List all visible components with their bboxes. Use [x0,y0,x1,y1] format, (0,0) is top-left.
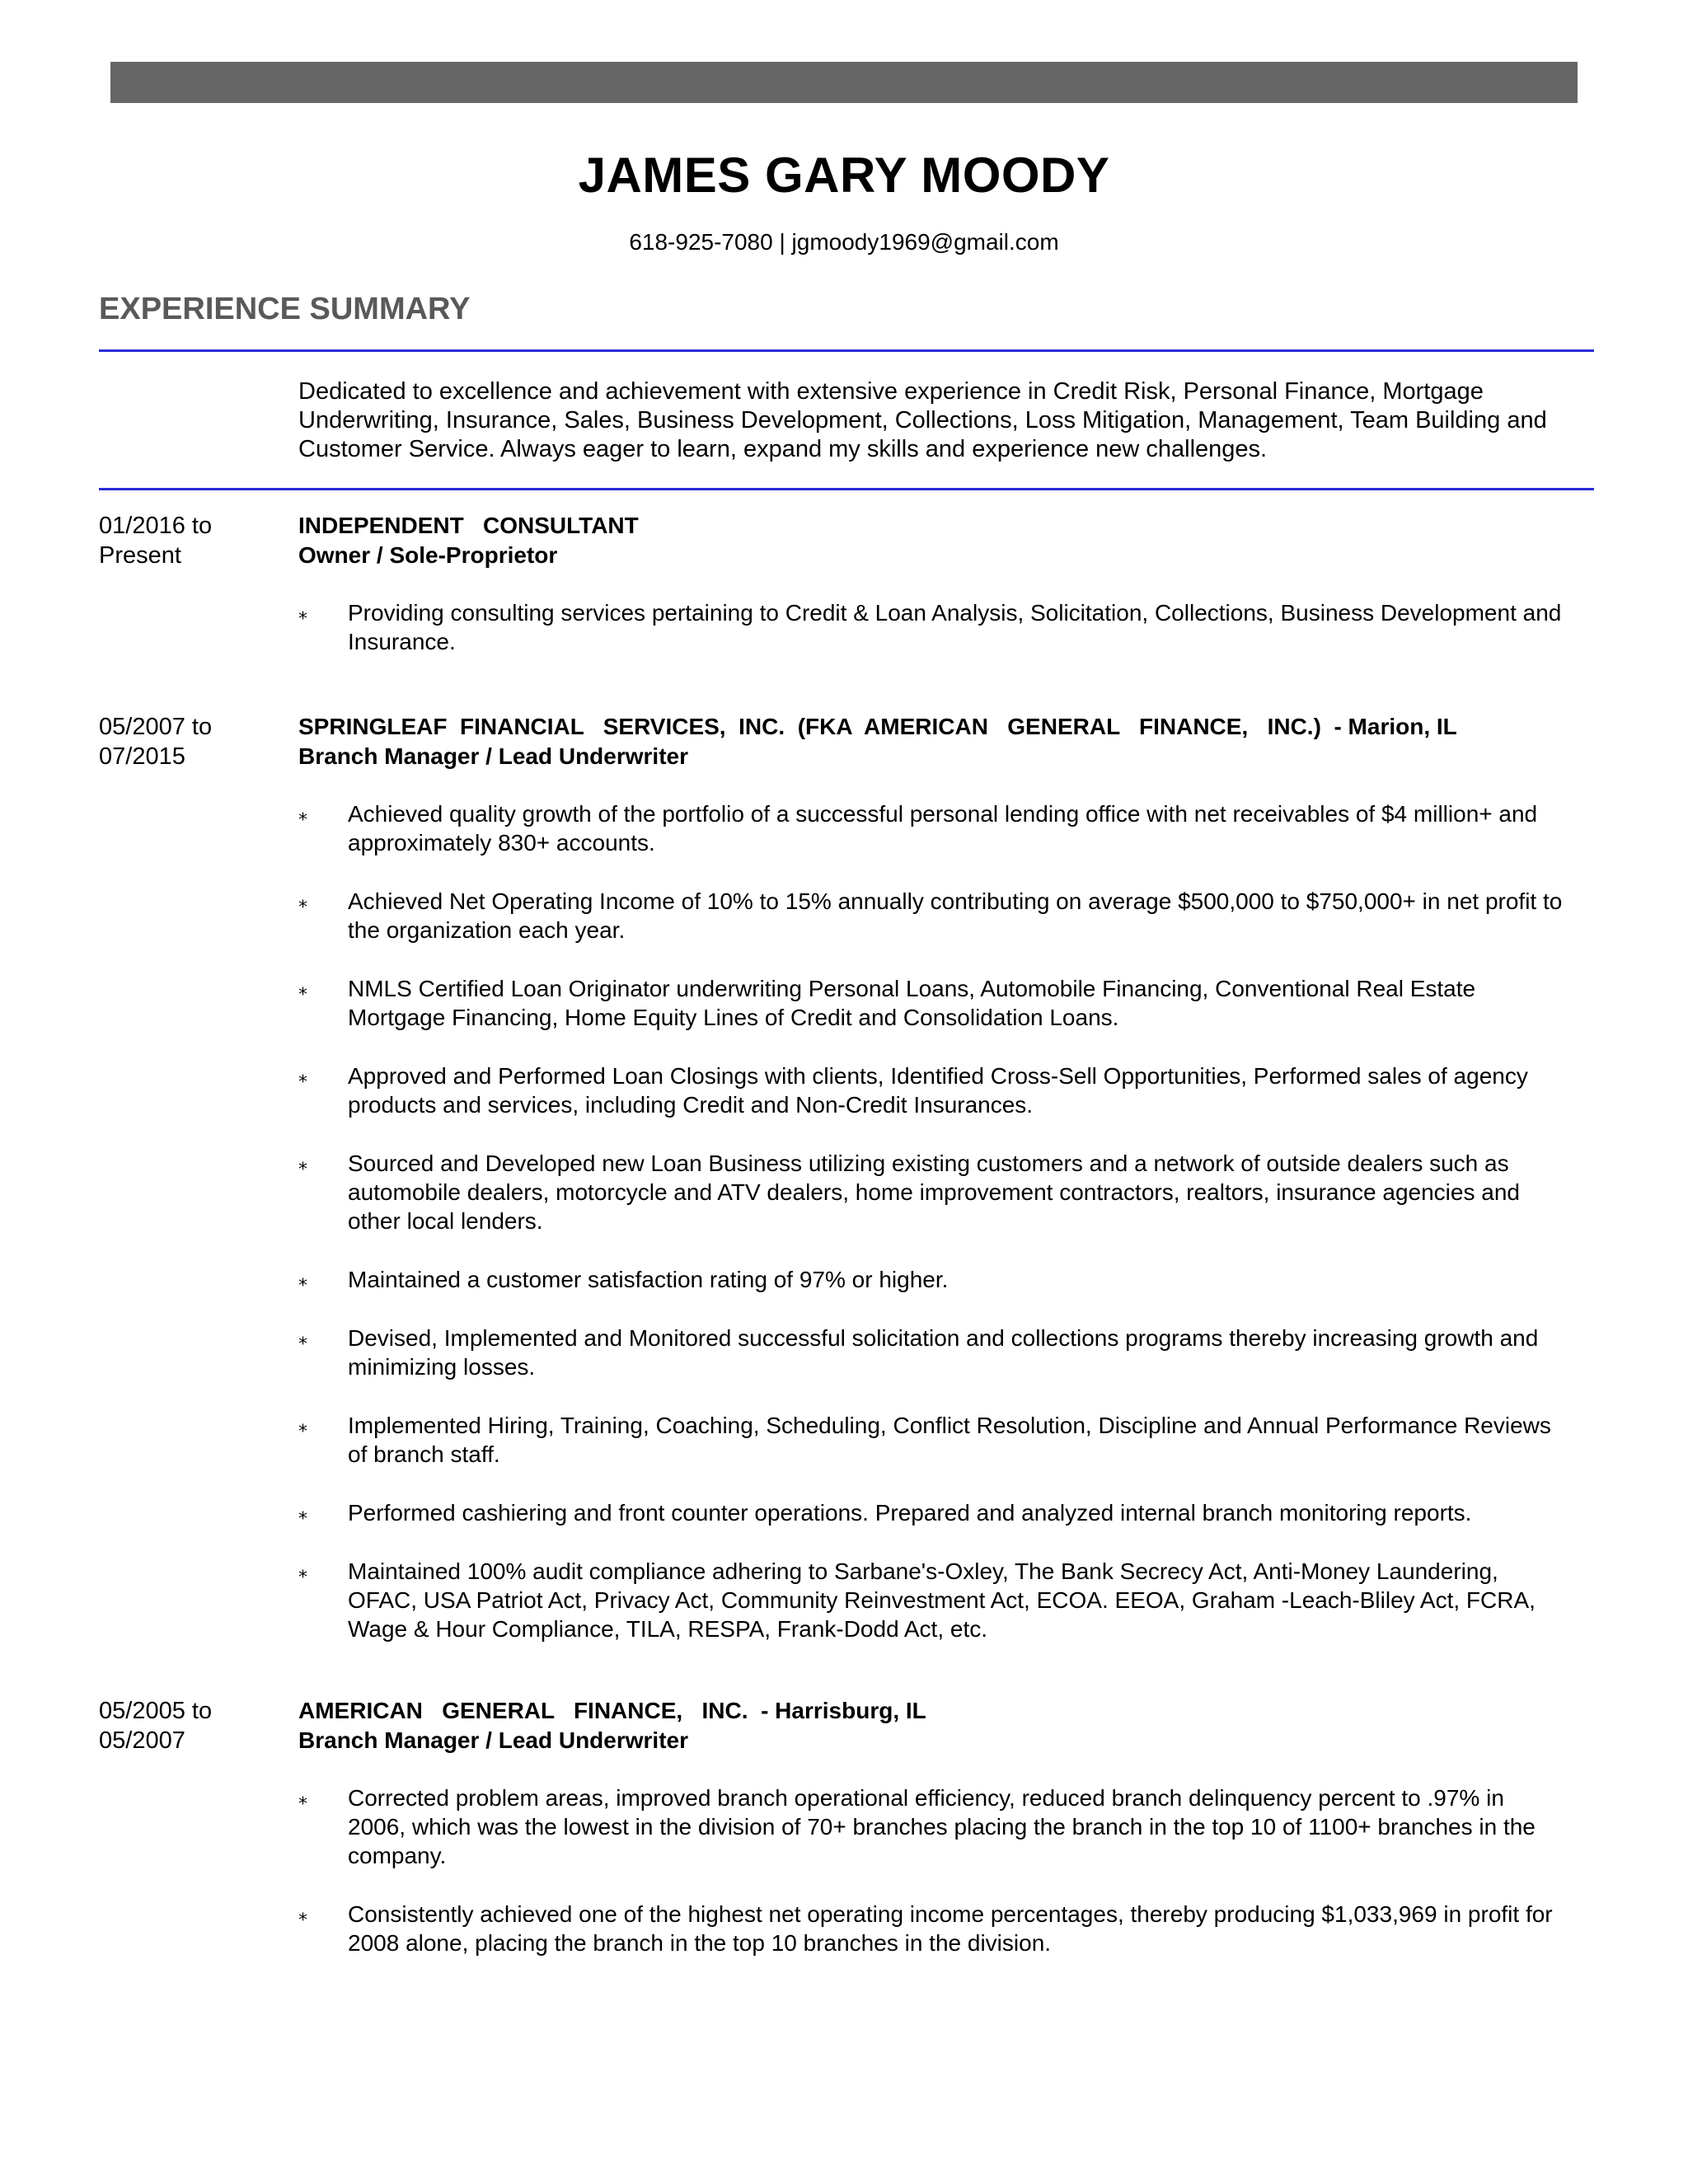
list-item [298,1265,1568,1294]
job-date-to: 07/2015 [99,743,185,770]
list-item [298,1149,1568,1235]
header-bar [110,62,1578,103]
job-details [298,511,1568,686]
asterisk-bullet-icon: ⁎ [298,1561,307,1582]
bullet-text: Maintained a customer satisfaction rating of 97% or higher. [348,1267,949,1292]
asterisk-bullet-icon: ⁎ [298,1328,307,1348]
bullet-text: Implemented Hiring, Training, Coaching, Scheduling, Conflict Resolution, Discipline and Annual Performance Reviews of branch staff. [348,1413,1551,1467]
list-item [298,598,1568,656]
list-item [298,799,1568,857]
asterisk-bullet-icon: ⁎ [298,1269,307,1290]
job-date-to: Present [99,542,181,569]
bullet-text: Achieved quality growth of the portfolio of a successful personal lending office with net receivables of $4 million+ and approximately 830+ accounts. [348,801,1538,855]
job-dates [99,712,288,771]
asterisk-bullet-icon: ⁎ [298,1153,307,1174]
bullet-text: Performed cashiering and front counter operations. Prepared and analyzed internal branch monitoring reports. [348,1500,1472,1526]
list-item [298,1411,1568,1469]
job-date-to: 05/2007 [99,1727,185,1754]
list-item [298,1324,1568,1381]
asterisk-bullet-icon: ⁎ [298,1066,307,1086]
bullet-text: Sourced and Developed new Loan Business utilizing existing customers and a network of outside dealers such as automobile dealers, motorcycle and ATV dealers, home improvement contractors, realtors, insurance agencies and other local lenders. [348,1151,1520,1234]
bullet-text: Consistently achieved one of the highest net operating income percentages, thereby producing $1,033,969 in profit for 2008 alone, placing the branch in the top 10 branches in the division. [348,1901,1553,1956]
section-divider-bottom [99,488,1594,490]
job-role: Branch Manager / Lead Underwriter [298,743,689,769]
asterisk-bullet-icon: ⁎ [298,1788,307,1808]
bullet-text: NMLS Certified Loan Originator underwriting Personal Loans, Automobile Financing, Conventional Real Estate Mortgage Financing, Home Equity Lines of Credit and Consolidation Loans. [348,976,1476,1030]
list-item [298,1062,1568,1119]
asterisk-bullet-icon: ⁎ [298,978,307,999]
list-item [298,1498,1568,1527]
list-item [298,1783,1568,1870]
job-dates [99,1696,288,1755]
job-role: Branch Manager / Lead Underwriter [298,1727,689,1753]
asterisk-bullet-icon: ⁎ [298,602,307,623]
section-divider-top [99,349,1594,352]
experience-summary-text: Dedicated to excellence and achievement with extensive experience in Credit Risk, Personal Finance, Mortgage Underwriting, Insurance, Sales, Business Development, Collections, Loss Mitigation, Management, Team Building and Customer Service. Always eager to learn, expand my skills and experience new challenges. [298,378,1547,462]
bullet-text: Corrected problem areas, improved branch operational efficiency, reduced branch delinquency percent to .97% in 2006, which was the lowest in the division of 70+ branches placing the branch in the top 10 of 1100+ branches in the company. [348,1785,1536,1868]
asterisk-bullet-icon: ⁎ [298,1415,307,1436]
list-item [298,1557,1568,1643]
bullet-text: Maintained 100% audit compliance adhering to Sarbane's-Oxley, The Bank Secrecy Act, Anti-Money Laundering, OFAC, USA Patriot Act, Privacy Act, Community Reinvestment Act, ECOA. EEOA, Graham -Leach-Bliley Act, FCRA, Wage & Hour Compliance, TILA, RESPA, Frank-Dodd Act, etc. [348,1558,1536,1642]
asterisk-bullet-icon: ⁎ [298,1904,307,1924]
job-company: INDEPENDENT CONSULTANT [298,513,639,538]
list-item [298,887,1568,944]
job-details [298,712,1568,1673]
bullet-text: Approved and Performed Loan Closings with clients, Identified Cross-Sell Opportunities, Performed sales of agency products and services, including Credit and Non-Credit Insurances. [348,1063,1528,1118]
job-dates [99,511,288,570]
job-date-from: 05/2007 to [99,714,213,740]
job-date-from: 05/2005 to [99,1698,213,1724]
job-company: SPRINGLEAF FINANCIAL SERVICES, INC. (FKA AMERICAN GENERAL FINANCE, INC.) - Marion, IL [298,714,1457,739]
bullet-text: Devised, Implemented and Monitored successful solicitation and collections programs thereby increasing growth and minimizing losses. [348,1325,1539,1380]
bullet-text: Providing consulting services pertaining to Credit & Loan Analysis, Solicitation, Collections, Business Development and Insurance. [348,600,1562,654]
bullet-text: Achieved Net Operating Income of 10% to 15% annually contributing on average $500,000 to $750,000+ in net profit to the organization each year. [348,888,1563,943]
list-item [298,1900,1568,1957]
job-details [298,1696,1568,1987]
candidate-name: JAMES GARY MOODY [578,148,1110,203]
list-item [298,974,1568,1032]
asterisk-bullet-icon: ⁎ [298,1502,307,1523]
job-company: AMERICAN GENERAL FINANCE, INC. - Harrisburg, IL [298,1698,926,1723]
contact-line: 618-925-7080 | jgmoody1969@gmail.com [629,229,1059,255]
job-bullets [298,799,1568,1643]
job-bullets [298,1783,1568,1957]
asterisk-bullet-icon: ⁎ [298,804,307,824]
job-role: Owner / Sole-Proprietor [298,542,558,568]
section-heading: EXPERIENCE SUMMARY [99,292,471,326]
job-bullets [298,598,1568,656]
asterisk-bullet-icon: ⁎ [298,891,307,912]
job-date-from: 01/2016 to [99,513,213,539]
